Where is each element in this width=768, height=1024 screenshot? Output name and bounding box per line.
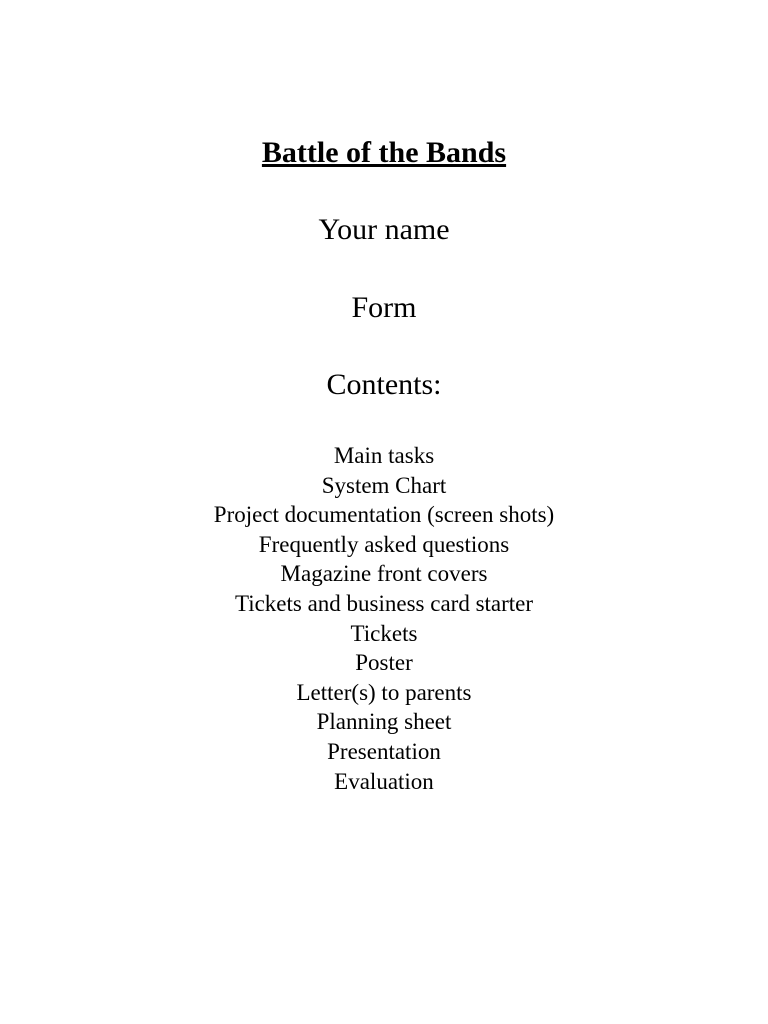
contents-item: Evaluation [334, 768, 434, 794]
document-title: Battle of the Bands [261, 136, 507, 169]
contents-item: Poster [355, 650, 413, 676]
contents-item: Main tasks [333, 443, 435, 468]
form-field: Form [351, 291, 417, 324]
your-name-field: Your name [318, 213, 450, 246]
contents-item: Magazine front covers [280, 561, 488, 587]
contents-item: Letter(s) to parents [296, 679, 472, 705]
contents-item: Planning sheet [316, 709, 452, 735]
contents-list [0, 441, 768, 796]
contents-item: Tickets and business card starter [234, 590, 534, 616]
contents-item: System Chart [321, 472, 447, 498]
contents-heading: Contents: [326, 368, 442, 401]
contents-item: Project documentation (screen shots) [213, 502, 555, 528]
contents-item: Presentation [327, 738, 441, 764]
contents-item: Tickets [350, 620, 418, 646]
contents-item: Frequently asked questions [258, 531, 510, 557]
